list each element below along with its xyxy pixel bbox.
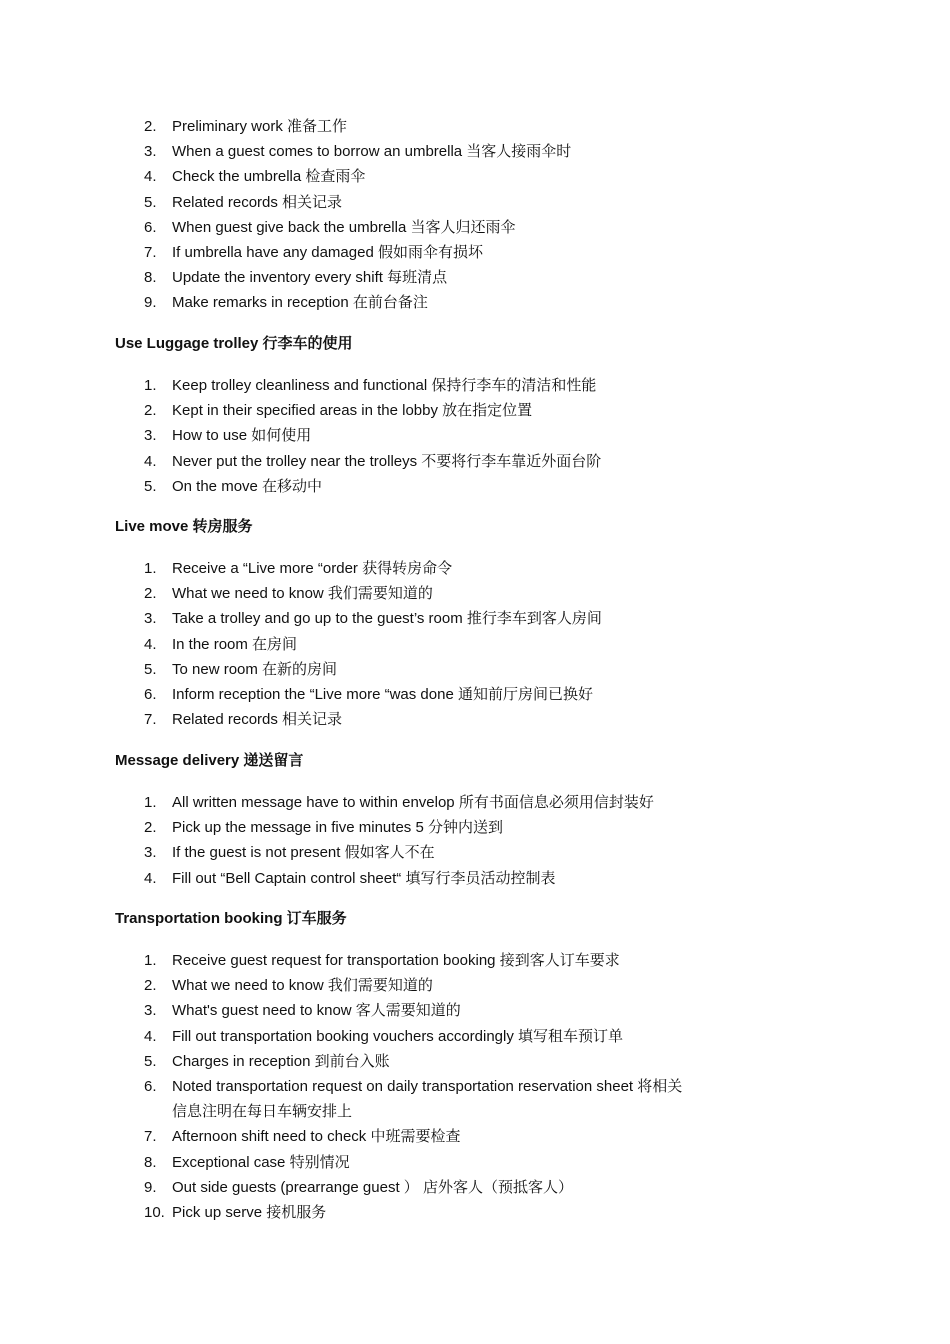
list-item [0, 1074, 692, 1124]
list-text: Noted transportation request on daily transportation reservation sheet 将相关信息注明在每日车辆安排上 [172, 1078, 683, 1121]
list-text: Receive a “Live more “order 获得转房命令 [172, 560, 453, 577]
list-text: Receive guest request for transportation booking 接到客人订车要求 [172, 952, 620, 969]
list-text: When guest give back the umbrella 当客人归还雨伞 [172, 218, 516, 236]
list-text: Pick up serve 接机服务 [172, 1204, 327, 1222]
list-item [0, 265, 792, 290]
list-text: Charges in reception 到前台入账 [172, 1052, 390, 1070]
list-text: What we need to know 我们需要知道的 [172, 585, 433, 603]
list-item [0, 1049, 792, 1074]
list-number: 8. [144, 1153, 157, 1171]
list-text: Exceptional case 特别情况 [172, 1153, 350, 1171]
list-number: 6. [144, 218, 157, 236]
list-number: 2. [144, 402, 157, 420]
list-number: 9. [144, 1178, 157, 1196]
list-item [0, 1175, 792, 1200]
list-number: 3. [144, 427, 157, 445]
list-number: 3. [144, 844, 157, 862]
section-heading: Use Luggage trolley 行李车的使用 [115, 335, 353, 352]
list-number: 4. [144, 1027, 157, 1045]
list-text: Related records 相关记录 [172, 711, 343, 729]
section-heading: Transportation booking 订车服务 [115, 910, 347, 927]
list-number: 1. [144, 794, 157, 811]
list-number: 7. [144, 1128, 157, 1146]
list-text: Pick up the message in five minutes 5 分钟内送到 [172, 819, 503, 837]
list-text: Inform reception the “Live more “was done 通知前厅房间已换好 [172, 686, 593, 704]
list-number: 3. [144, 610, 157, 628]
list-text: How to use 如何使用 [172, 427, 312, 445]
list-number: 3. [144, 1002, 157, 1020]
list-text: If umbrella have any damaged 假如雨伞有损坏 [172, 244, 483, 262]
list-item [0, 632, 792, 657]
umbrella-section [0, 114, 950, 316]
livemove-list-wrap [0, 556, 950, 732]
list-text: If the guest is not present 假如客人不在 [172, 844, 435, 862]
list-text: In the room 在房间 [172, 635, 298, 653]
list-item [0, 215, 792, 240]
livemove-section [0, 517, 950, 537]
list-text: Kept in their specified areas in the lobby 放在指定位置 [172, 402, 533, 420]
list-number: 2. [144, 585, 157, 603]
list-number: 8. [144, 269, 157, 287]
list-item [0, 815, 792, 840]
list-item [0, 581, 792, 606]
section-heading: Live move 转房服务 [115, 518, 253, 535]
list-item [0, 373, 792, 398]
luggage-section [0, 334, 950, 354]
list-text: Preliminary work 准备工作 [172, 118, 348, 135]
luggage-list [0, 373, 950, 499]
list-item [0, 707, 792, 732]
list-number: 2. [144, 819, 157, 837]
list-item [0, 556, 792, 581]
list-item [0, 1124, 792, 1149]
list-item [0, 1024, 792, 1049]
list-item [0, 164, 792, 189]
message-list-wrap [0, 790, 950, 891]
list-number: 4. [144, 869, 157, 887]
list-item [0, 973, 792, 998]
luggage-list-wrap [0, 373, 950, 499]
list-number: 1. [144, 560, 157, 577]
list-number: 2. [144, 977, 157, 995]
list-item [0, 606, 792, 631]
list-number: 9. [144, 294, 157, 312]
list-item [0, 866, 792, 891]
list-text: What's guest need to know 客人需要知道的 [172, 1002, 461, 1020]
list-text: Related records 相关记录 [172, 193, 343, 211]
list-text: To new room 在新的房间 [172, 660, 338, 678]
list-item [0, 1200, 792, 1225]
list-item [0, 840, 792, 865]
list-number: 4. [144, 452, 157, 470]
list-item [0, 190, 792, 215]
transport-section [0, 909, 950, 929]
list-item [0, 139, 792, 164]
list-number: 5. [144, 660, 157, 678]
list-number: 10. [144, 1204, 165, 1222]
list-text: Never put the trolley near the trolleys 不要将行李车靠近外面台阶 [172, 452, 602, 470]
list-item [0, 398, 792, 423]
list-item [0, 290, 792, 315]
transport-list-wrap [0, 948, 950, 1225]
umbrella-list [0, 114, 950, 316]
list-item [0, 790, 792, 815]
list-number: 5. [144, 477, 157, 495]
livemove-list [0, 556, 950, 732]
list-number: 1. [144, 952, 157, 969]
list-number: 6. [144, 686, 157, 704]
list-item [0, 1150, 792, 1175]
list-text: On the move 在移动中 [172, 477, 323, 495]
list-number: 1. [144, 377, 157, 394]
list-item [0, 114, 792, 139]
message-section [0, 751, 950, 771]
list-text: Afternoon shift need to check 中班需要检查 [172, 1128, 461, 1146]
list-text: Keep trolley cleanliness and functional 保持行李车的清洁和性能 [172, 377, 597, 394]
list-item [0, 449, 792, 474]
list-text: All written message have to within envelop 所有书面信息必须用信封装好 [172, 794, 654, 811]
list-text: Fill out transportation booking vouchers accordingly 填写租车预订单 [172, 1027, 624, 1045]
list-item [0, 998, 792, 1023]
list-item [0, 657, 792, 682]
list-text: What we need to know 我们需要知道的 [172, 977, 433, 995]
list-item [0, 423, 792, 448]
list-number: 2. [144, 118, 157, 135]
list-number: 4. [144, 635, 157, 653]
list-text: Out side guests (prearrange guest ） 店外客人（预抵客人） [172, 1178, 573, 1196]
list-text: Update the inventory every shift 每班清点 [172, 269, 448, 287]
list-number: 7. [144, 244, 157, 262]
list-text: Fill out “Bell Captain control sheet“ 填写行李员活动控制表 [172, 869, 556, 887]
list-number: 6. [144, 1078, 157, 1096]
list-item [0, 682, 792, 707]
list-number: 5. [144, 1052, 157, 1070]
transport-list [0, 948, 950, 1225]
list-text: Make remarks in reception 在前台备注 [172, 294, 428, 312]
list-number: 4. [144, 168, 157, 186]
list-number: 7. [144, 711, 157, 729]
list-item [0, 474, 792, 499]
message-list [0, 790, 950, 891]
list-number: 5. [144, 193, 157, 211]
list-text: When a guest comes to borrow an umbrella 当客人接雨伞时 [172, 143, 572, 161]
section-heading: Message delivery 递送留言 [115, 752, 304, 769]
list-item [0, 240, 792, 265]
list-text: Check the umbrella 检查雨伞 [172, 168, 366, 186]
list-text: Take a trolley and go up to the guest’s room 推行李车到客人房间 [172, 610, 602, 628]
list-number: 3. [144, 143, 157, 161]
list-item [0, 948, 792, 973]
